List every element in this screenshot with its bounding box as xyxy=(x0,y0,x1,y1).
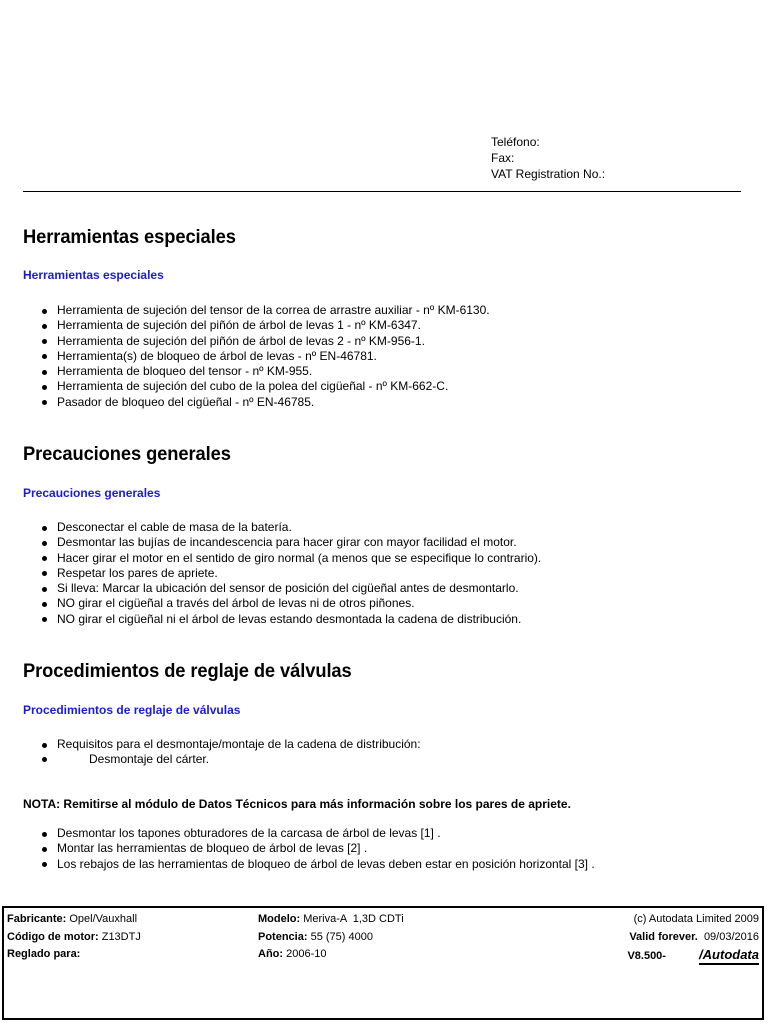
list-item-text: Requisitos para el desmontaje/montaje de la cadena de distribución: xyxy=(57,737,421,751)
codigo-label: Código de motor: xyxy=(7,930,99,943)
note-text: NOTA: Remitirse al módulo de Datos Técnicos para más información sobre los pares de apriete. xyxy=(23,797,571,811)
list-item: Herramienta de sujeción del piñón de árbol de levas 2 - nº KM-956-1. xyxy=(23,334,490,349)
footer-left xyxy=(7,911,141,964)
reglado-label: Reglado para: xyxy=(7,948,81,960)
footer-info-box xyxy=(2,906,764,1020)
list-item: Herramienta de bloqueo del tensor - nº KM-955. xyxy=(23,364,490,379)
list-item: Si lleva: Marcar la ubicación del sensor de posición del cigüeñal antes de desmontarlo. xyxy=(23,581,541,596)
list-item: Herramienta(s) de bloqueo de árbol de levas - nº EN-46781. xyxy=(23,349,490,364)
list-item xyxy=(23,737,421,768)
logo-text: Autodata xyxy=(702,947,759,962)
section-herramientas xyxy=(23,226,743,409)
section-precauciones xyxy=(23,443,743,626)
vat-label: VAT Registration No.: xyxy=(491,167,606,181)
list-item: Herramienta de sujeción del piñón de árbol de levas 1 - nº KM-6347. xyxy=(23,318,490,333)
sub-list xyxy=(23,752,421,767)
contact-block xyxy=(491,134,605,182)
fabricante-label: Fabricante: xyxy=(7,913,67,925)
list-item: Pasador de bloqueo del cigüeñal - nº EN-46785. xyxy=(23,395,490,410)
autodata-logo: /Autodata xyxy=(699,947,759,962)
section-title: Precauciones generales xyxy=(23,443,231,465)
section-subtitle-link[interactable]: Herramientas especiales xyxy=(23,268,164,282)
list-item: Montar las herramientas de bloqueo de árbol de levas [2] . xyxy=(23,841,595,856)
valid-label: Valid forever. xyxy=(629,930,698,943)
list-item: Desmontar las bujías de incandescencia para hacer girar con mayor facilidad el motor. xyxy=(23,535,541,550)
list-item: NO girar el cigüeñal a través del árbol de levas ni de otros piñones. xyxy=(23,596,541,611)
list-item: Los rebajos de las herramientas de bloqueo de árbol de levas deben estar en posición horizontal [3] . xyxy=(23,857,595,872)
potencia-value: 55 (75) 4000 xyxy=(310,930,373,943)
footer-middle xyxy=(258,911,404,964)
section-reglaje xyxy=(23,660,743,767)
section-subtitle-link[interactable]: Precauciones generales xyxy=(23,486,161,500)
list-item: Herramienta de sujeción del cubo de la polea del cigüeñal - nº KM-662-C. xyxy=(23,379,490,394)
list-item: Desconectar el cable de masa de la batería. xyxy=(23,520,541,535)
list-item: Respetar los pares de apriete. xyxy=(23,566,541,581)
requirements-list xyxy=(23,737,421,768)
list-item: Herramienta de sujeción del tensor de la correa de arrastre auxiliar - nº KM-6130. xyxy=(23,303,490,318)
codigo-value: Z13DTJ xyxy=(101,930,141,943)
potencia-label: Potencia: xyxy=(258,930,308,943)
ano-label: Año: xyxy=(258,948,284,960)
modelo-label: Modelo: xyxy=(258,913,301,925)
precaution-list xyxy=(23,520,541,627)
phone-label: Teléfono: xyxy=(491,135,540,149)
fabricante-value: Opel/Vauxhall xyxy=(69,913,138,925)
header-divider xyxy=(23,191,741,192)
section-subtitle-link[interactable]: Procedimientos de reglaje de válvulas xyxy=(23,703,241,717)
valid-date: 09/03/2016 xyxy=(703,930,759,943)
version-text: V8.500- xyxy=(627,950,666,962)
ano-value: 2006-10 xyxy=(286,948,327,960)
list-item: Hacer girar el motor en el sentido de giro normal (a menos que se especifique lo contrario). xyxy=(23,551,541,566)
fax-label: Fax: xyxy=(491,151,515,165)
list-item: NO girar el cigüeñal ni el árbol de levas estando desmontada la cadena de distribución. xyxy=(23,612,541,627)
copyright-text: (c) Autodata Limited 2009 xyxy=(633,913,759,925)
sub-list-item: Desmontaje del cárter. xyxy=(23,752,421,767)
steps-list xyxy=(23,826,595,872)
section-title: Procedimientos de reglaje de válvulas xyxy=(23,660,352,682)
list-item: Desmontar los tapones obturadores de la carcasa de árbol de levas [1] . xyxy=(23,826,595,841)
section-title: Herramientas especiales xyxy=(23,226,236,248)
footer-right xyxy=(627,911,759,966)
tool-list xyxy=(23,303,490,410)
modelo-value: Meriva-A 1,3D CDTi xyxy=(303,913,404,925)
